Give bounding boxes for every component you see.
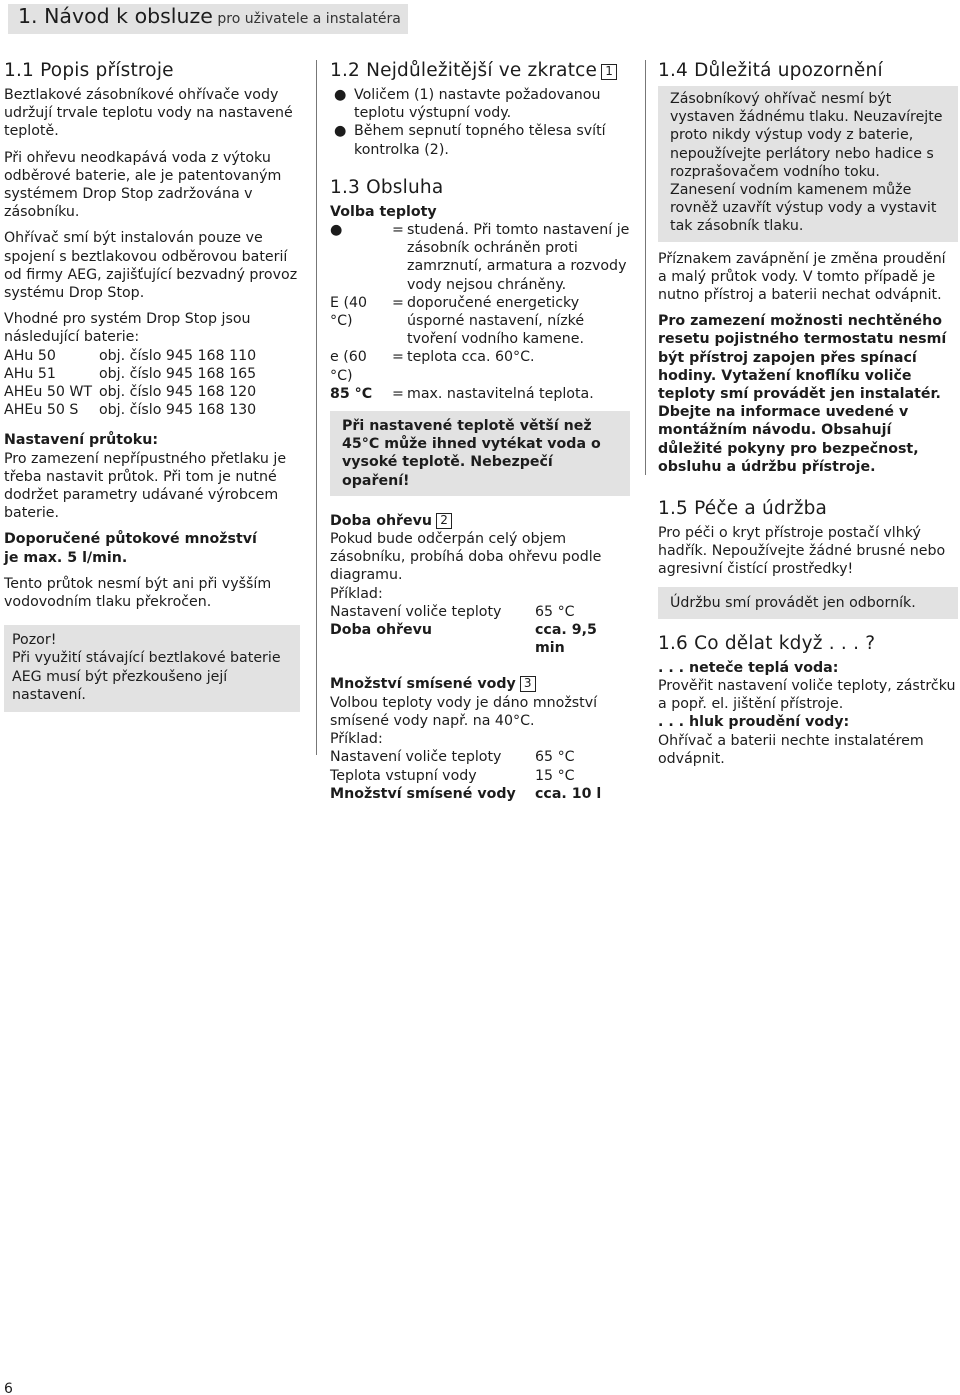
limescale-paragraph: Příznakem zavápnění je změna proudění a malý průtok vody. V tomto případě je nutno přístroj a baterii nechat odvápnit. [658,250,946,304]
product-row: AHEu 50 WT obj. číslo 945 168 120 [4,384,257,401]
chapter-subtitle: pro uživatele a instalatéra [217,11,401,27]
section-heading-1-6: 1.6 Co dělat když . . . ? [658,632,876,654]
temperature-row: ● = studená. Při tomto nastavení je zásobník ochráněn proti zamrznutí, armatura a rozvody vody nejsou chráněny. [330,222,630,293]
scald-warning-box: Při nastavené teplotě větší než 45°C může ihned vytékat voda o vysoké teplotě. Nebezpečí opaření! [330,411,630,496]
installation-paragraph: Ohřívač smí být instalován pouze ve spojení s beztlakovou odběrovou baterií od firmy AEG, zajišťující bezvadný provoz systému Drop Stop. [4,230,298,302]
example-label: Příklad: [330,731,383,748]
figure-2-ref: 2 [436,513,452,529]
chapter-title: 1. Návod k obsluze [18,4,213,28]
example-row: Teplota vstupní vody 15 °C [330,767,575,784]
recommended-flow-heading: Doporučené půtokové množství [4,531,257,548]
description-paragraph: Beztlakové zásobníkové ohřívače vody udržují trvale teplotu vody na nastavené teplotě. [4,87,293,140]
product-row: AHu 50 obj. číslo 945 168 110 [4,347,257,364]
figure-3-ref: 3 [520,676,536,692]
section-heading-1-4: 1.4 Důležitá upozornění [658,60,883,81]
flow-heading: Nastavení průtoku: [4,432,159,449]
example-label: Příklad: [330,585,383,602]
column-3 [658,60,958,768]
troubleshoot-answer: Prověřit nastavení voliče teploty, zástrčku a popř. el. jištění přístroje. [658,678,956,713]
temperature-row: e (60 °C) = teplota cca. 60°C. [330,349,535,384]
recommended-flow-value: je max. 5 l/min. [4,549,128,566]
figure-1-ref: 1 [601,64,617,80]
bullet-item: ● Během sepnutí topného tělesa svítí kontrolka (2). [334,123,606,158]
example-row: Doba ohřevu cca. 9,5 min [330,622,597,657]
example-row: Nastavení voliče teploty 65 °C [330,603,575,620]
troubleshoot-question: . . . neteče teplá voda: [658,659,839,676]
section-heading-1-2: 1.2 Nejdůležitější ve zkratce 1 [330,60,630,82]
compatible-intro: Vhodné pro systém Drop Stop jsou následující baterie: [4,311,251,346]
example-row: Množství smísené vody cca. 10 l [330,785,602,802]
column-2 [330,60,630,803]
temperature-selection-label: Volba teploty [330,203,437,220]
troubleshoot-question: . . . hluk proudění vody: [658,714,850,731]
chapter-header [8,4,408,34]
heating-time-text: Pokud bude odčerpán celý objem zásobníku, probíhá doba ohřevu podle diagramu. [330,531,602,584]
heating-time-heading: Doba ohřevu 2 [330,512,630,530]
section-heading-1-5: 1.5 Péče a údržba [658,498,828,520]
bullet-item: ● Voličem (1) nastavte požadovanou teplotu výstupní vody. [334,87,601,122]
mixed-water-heading: Množství smísené vody 3 [330,675,630,693]
warning-title: Pozor! [12,632,57,649]
example-row: Nastavení voliče teploty 65 °C [330,749,575,766]
mixed-water-text: Volbou teploty vody je dáno množství smísené vody např. na 40°C. [330,694,598,729]
warning-text: Při využití stávající beztlakové baterie AEG musí být přezkoušeno její nastavení. [12,650,281,703]
flow-text: Pro zamezení nepřípustného přetlaku je třeba nastavit průtok. Při tom je nutné dodržet parametry udávané výrobcem baterie. [4,450,287,522]
product-list [4,347,300,420]
troubleshoot-answer: Ohřívač a baterii nechte instalatérem odvápnit. [658,732,924,767]
product-row: AHu 51 obj. číslo 945 168 165 [4,365,257,382]
temperature-row: E (40 °C) = doporučené energeticky úsporné nastavení, nízké tvoření vodního kamene. [330,294,585,348]
temperature-row: 85 °C = max. nastavitelná teplota. [330,385,594,402]
maintenance-box: Údržbu smí provádět jen odborník. [658,587,958,619]
column-divider [645,60,646,475]
section-heading-1-3: 1.3 Obsluha [330,176,444,198]
drop-stop-paragraph: Při ohřevu neodkapává voda z výtoku odběrové baterie, ale je patentovaným systémem Drop Stop zadržována v zásobníku. [4,149,282,221]
column-divider [316,60,317,755]
care-text: Pro péči o kryt přístroje postačí vlhký hadřík. Nepoužívejte žádné brusné nebo agresivní čistící prostředky! [658,525,946,578]
safety-paragraph: Pro zamezení možnosti nechtěného resetu pojistného termostatu nesmí být přístroj zapojen přes spínací hodiny. Vytažení knoflíku voliče teploty smí provádět jen instalatér. Dbejte na informace uvedené v montážním návodu. Obsahují důležité pokyny pro bezpečnost, obsluhu a údržbu přístroje. [658,313,947,475]
warning-box [4,625,300,712]
product-row: AHEu 50 S obj. číslo 945 168 130 [4,402,257,419]
column-1 [4,60,300,712]
page-number: 6 [4,1381,13,1395]
section-heading-1-1: 1.1 Popis přístroje [4,60,174,81]
pressure-warning-box: Zásobníkový ohřívač nesmí být vystaven žádnému tlaku. Neuzavírejte proto nikdy výstup vody z baterie, nepoužívejte perlátory nebo hadice s rozprašovačem vodního toku. Zanesení vodním kamenem může rovněž uzavřít výstup vody a vystavit tak zásobník tlaku. [658,86,958,242]
flow-note: Tento průtok nesmí být ani při vyšším vodovodním tlaku překročen. [4,575,272,611]
